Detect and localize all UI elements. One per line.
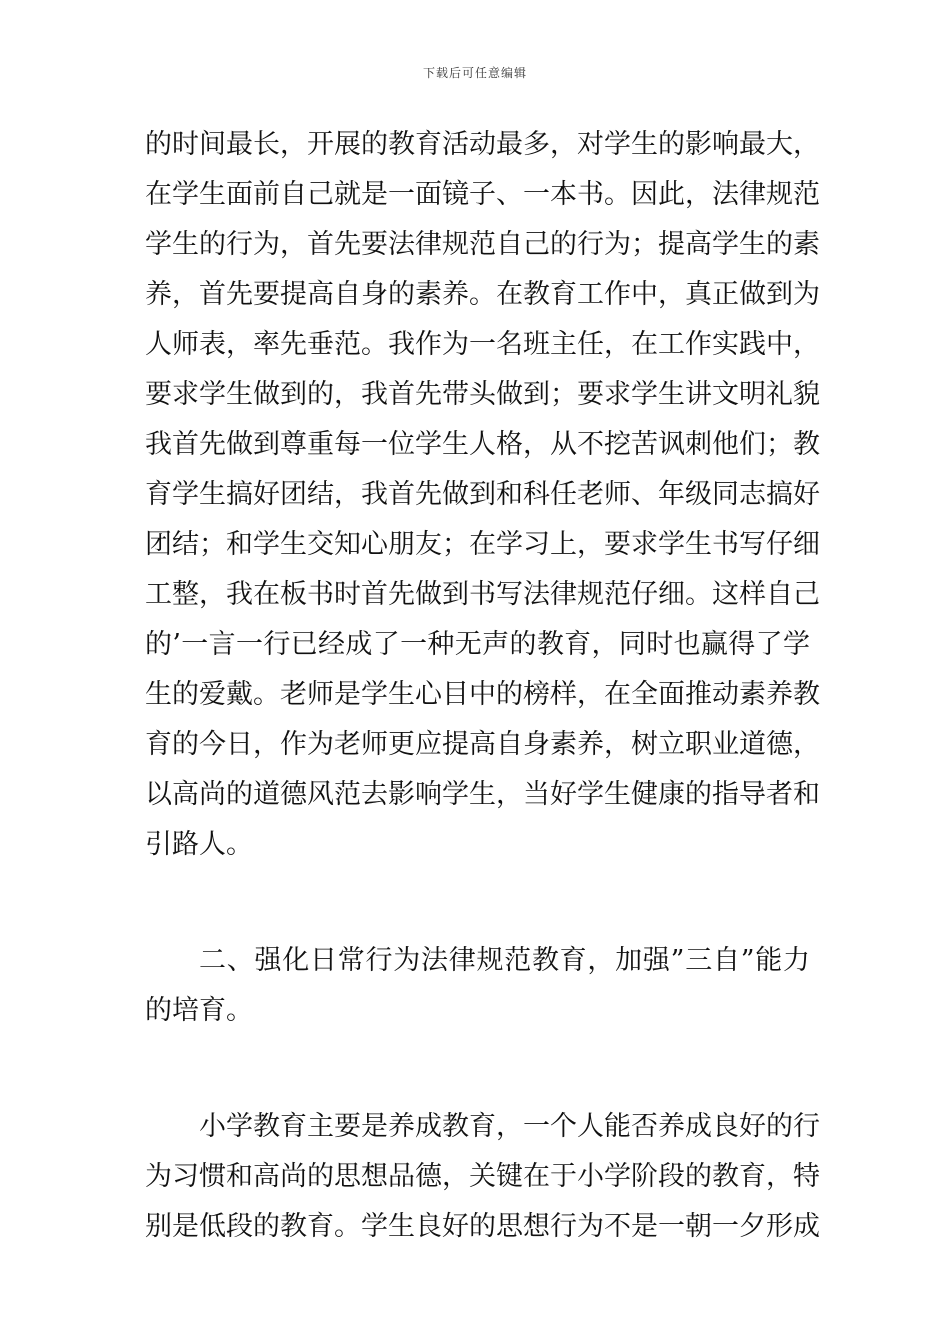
text-line: 育的今日，作为老师更应提高自身素养，树立职业道德， <box>145 729 820 760</box>
text-line: 的’一言一行已经成了一种无声的教育，同时也赢得了学 <box>145 629 810 660</box>
text-line: 的时间最长，开展的教育活动最多，对学生的影响最大， <box>145 129 820 160</box>
text-line: 学生的行为，首先要法律规范自己的行为；提高学生的素 <box>145 229 820 260</box>
text-line: 的培育。 <box>145 995 253 1026</box>
text-line: 我首先做到尊重每一位学生人格，从不挖苦讽刺他们；教 <box>145 429 820 460</box>
page-header: 下载后可任意编辑 <box>422 66 527 80</box>
paragraph-teacher-role <box>145 120 820 870</box>
text-line: 育学生搞好团结，我首先做到和科任老师、年级同志搞好 <box>145 479 820 510</box>
text-line: 引路人。 <box>145 829 253 860</box>
paragraph-spacer <box>145 1036 810 1102</box>
text-line: 工整，我在板书时首先做到书写法律规范仔细。这样自己 <box>145 579 820 610</box>
text-line: 养，首先要提高自身的素养。在教育工作中，真正做到为 <box>145 279 820 310</box>
text-line: 人师表，率先垂范。我作为一名班主任，在工作实践中， <box>145 329 820 360</box>
text-line: 团结；和学生交知心朋友；在学习上，要求学生书写仔细 <box>145 529 820 560</box>
text-line: 以高尚的道德风范去影响学生，当好学生健康的指导者和 <box>145 779 820 810</box>
document-body <box>145 120 820 1252</box>
text-line: 为习惯和高尚的思想品德，关键在于小学阶段的教育，特 <box>145 1161 820 1192</box>
paragraph-habit-education <box>145 1102 820 1252</box>
text-line: 二、强化日常行为法律规范教育，加强”三自”能力 <box>199 945 810 976</box>
text-line: 小学教育主要是养成教育，一个人能否养成良好的行 <box>199 1111 820 1142</box>
paragraph-spacer <box>145 870 810 936</box>
text-line: 在学生面前自己就是一面镜子、一本书。因此，法律规范 <box>145 179 820 210</box>
text-line: 要求学生做到的，我首先带头做到；要求学生讲文明礼貌 <box>145 379 820 410</box>
text-line: 生的爱戴。老师是学生心目中的榜样，在全面推动素养教 <box>145 679 820 710</box>
section-heading-two <box>145 936 810 1036</box>
text-line: 别是低段的教育。学生良好的思想行为不是一朝一夕形成 <box>145 1211 820 1242</box>
